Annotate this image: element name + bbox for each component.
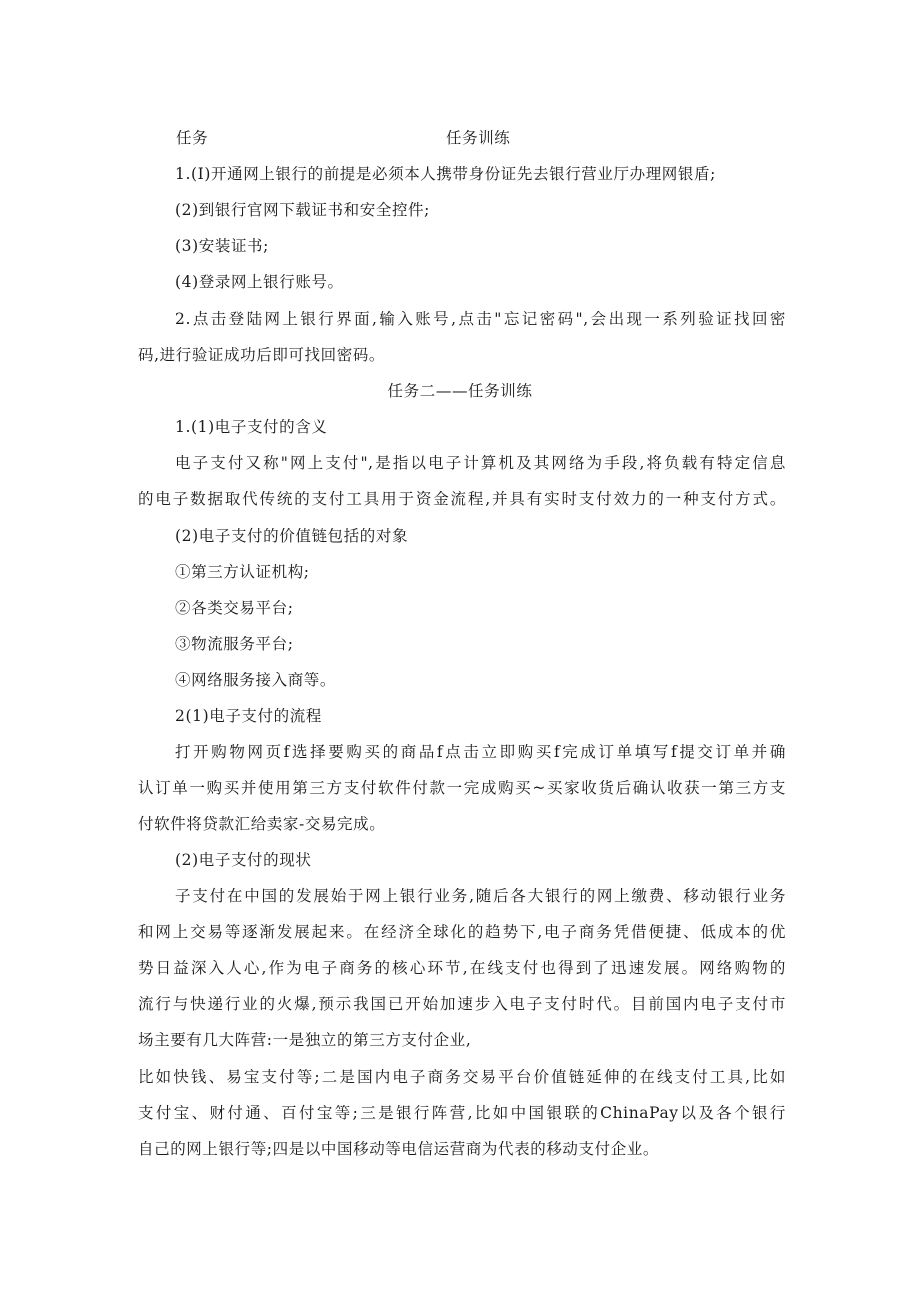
s1-item4: (4)登录网上银行账号。 [175,273,344,291]
s2-p3-line6: 比如快钱、易宝支付等;二是国内电子商务交易平台价值链延伸的在线支付工具,比如 [138,1068,786,1086]
s2-p1-line2: 的电子数据取代传统的支付工具用于资金流程,并具有实时支付效力的一种支付方式。 [138,490,786,508]
s2-p2-line2: 认订单一购买并使用第三方支付软件付款一完成购买~买家收货后确认收获一第三方支 [138,779,786,797]
s2-p2-line3: 付软件将贷款汇给卖家-交易完成。 [138,815,386,833]
list-item: ③物流服务平台; [175,635,294,653]
s2-p1-line1: 电子支付又称"网上支付",是指以电子计算机及其网络为手段,将负载有特定信息 [175,454,786,472]
s1-item5-line1: 2.点击登陆网上银行界面,输入账号,点击"忘记密码",会出现一系列验证找回密 [175,310,786,328]
s1-item2: (2)到银行官网下载证书和安全控件; [175,201,430,219]
s2-heading3: 2(1)电子支付的流程 [175,707,322,725]
list-item: ①第三方认证机构; [175,563,310,581]
s2-p3-line7: 支付宝、财付通、百付宝等;三是银行阵营,比如中国银联的ChinaPay以及各个银行 [138,1104,786,1122]
header-left: 任务 [176,129,209,147]
s2-p2-line1: 打开购物网页f选择要购买的商品f点击立即购买f完成订单填写f提交订单并确 [175,743,786,761]
header-right: 任务训练 [446,129,511,147]
section2-title: 任务二——任务训练 [387,382,533,400]
s2-p3-line4: 流行与快递行业的火爆,预示我国已开始加速步入电子支付时代。目前国内电子支付市 [138,995,786,1013]
s1-item1: 1.(I)开通网上银行的前提是必须本人携带身份证先去银行营业厅办理网银盾; [175,165,716,183]
s2-p3-line1: 子支付在中国的发展始于网上银行业务,随后各大银行的网上缴费、移动银行业务 [175,887,786,905]
s2-p3-line5: 场主要有几大阵营:一是独立的第三方支付企业, [138,1031,472,1049]
s2-heading1: 1.(1)电子支付的含义 [175,418,328,436]
s1-item3: (3)安装证书; [175,237,269,255]
s2-p3-line8: 自己的网上银行等;四是以中国移动等电信运营商为代表的移动支付企业。 [138,1140,660,1158]
s2-heading4: (2)电子支付的现状 [175,851,312,869]
list-item: ②各类交易平台; [175,599,294,617]
s1-item5-line2: 码,进行验证成功后即可找回密码。 [138,346,386,364]
s2-heading2: (2)电子支付的价值链包括的对象 [175,527,409,545]
s2-p3-line3: 势日益深入人心,作为电子商务的核心环节,在线支付也得到了迅速发展。网络购物的 [138,959,786,977]
s2-p3-line2: 和网上交易等逐渐发展起来。在经济全球化的趋势下,电子商务凭借便捷、低成本的优 [138,923,786,941]
list-item: ④网络服务接入商等。 [175,671,337,689]
